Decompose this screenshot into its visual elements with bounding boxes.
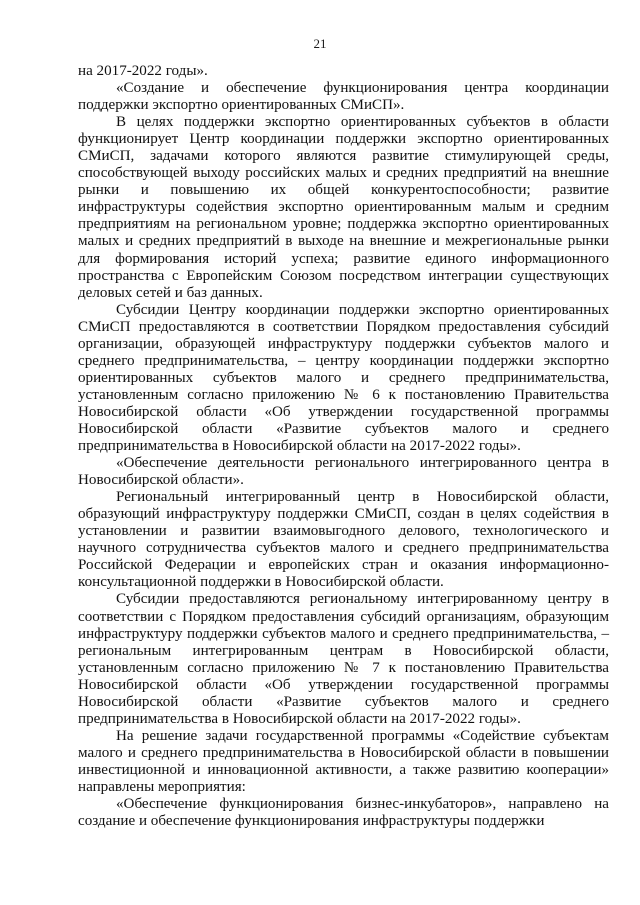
- paragraph-business-incubators: «Обеспечение функционирования бизнес-инкубаторов», направлено на создание и обеспечение функционирования инфраструктуры поддержки: [78, 796, 609, 830]
- paragraph-heading-export-center: «Создание и обеспечение функционирования центра координации поддержки экспортно ориентированных СМиСП».: [78, 80, 609, 114]
- paragraph-export-center-description: В целях поддержки экспортно ориентированных субъектов в области функционирует Центр координации поддержки экспортно ориентированных СМиСП, задачами которого являются развитие стимулирующей среды, способствующей выходу российских малых и средних предприятий на внешние рынки и повышению их общей конкурентоспособности; развитие инфраструктуры содействия экспортно ориентированным малым и средним предприятиям на региональном уровне; поддержка экспортно ориентированных малых и средних предприятий в выходе на внешние и межрегиональные рынки для формирования историй успеха; развитие единого информационного пространства с Европейским Союзом посредством интеграции существующих деловых сетей и баз данных.: [78, 114, 609, 301]
- document-body: [78, 63, 609, 830]
- paragraph-program-task: На решение задачи государственной программы «Содействие субъектам малого и среднего предпринимательства в Новосибирской области в повышении инвестиционной и инновационной активности, а также развитию кооперации» направлены мероприятия:: [78, 727, 609, 795]
- page-number: 21: [313, 36, 327, 51]
- paragraph-regional-center-subsidies: Субсидии предоставляются региональному интегрированному центру в соответствии с Порядком предоставления субсидий организациям, образующим инфраструктуру поддержки субъектов малого и среднего предпринимательства, – региональным интегрированным центрам в Новосибирской области, установленным согласно приложению № 7 к постановлению Правительства Новосибирской области «Об утверждении государственной программы Новосибирской области «Развитие субъектов малого и среднего предпринимательства в Новосибирской области на 2017-2022 годы».: [78, 591, 609, 727]
- paragraph-export-center-subsidies: Субсидии Центру координации поддержки экспортно ориентированных СМиСП предоставляются в соответствии Порядком предоставления субсидий организации, образующей инфраструктуру поддержки субъектов малого и среднего предпринимательства, – центру координации поддержки экспортно ориентированных субъектов малого и среднего предпринимательства, установленным согласно приложению № 6 к постановлению Правительства Новосибирской области «Об утверждении государственной программы Новосибирской области «Развитие субъектов малого и среднего предпринимательства в Новосибирской области на 2017-2022 годы».: [78, 301, 609, 455]
- paragraph-regional-center-description: Региональный интегрированный центр в Новосибирской области, образующий инфраструктуру поддержки СМиСП, создан в целях содействия в установлении и развитии взаимовыгодного делового, технологического и научного сотрудничества субъектов малого и среднего предпринимательства Российской Федерации и европейских стран и оказания информационно-консультационной поддержки в Новосибирской области.: [78, 489, 609, 591]
- paragraph-continuation: на 2017-2022 годы».: [78, 63, 208, 79]
- paragraph-heading-regional-center: «Обеспечение деятельности регионального интегрированного центра в Новосибирской области».: [78, 455, 609, 489]
